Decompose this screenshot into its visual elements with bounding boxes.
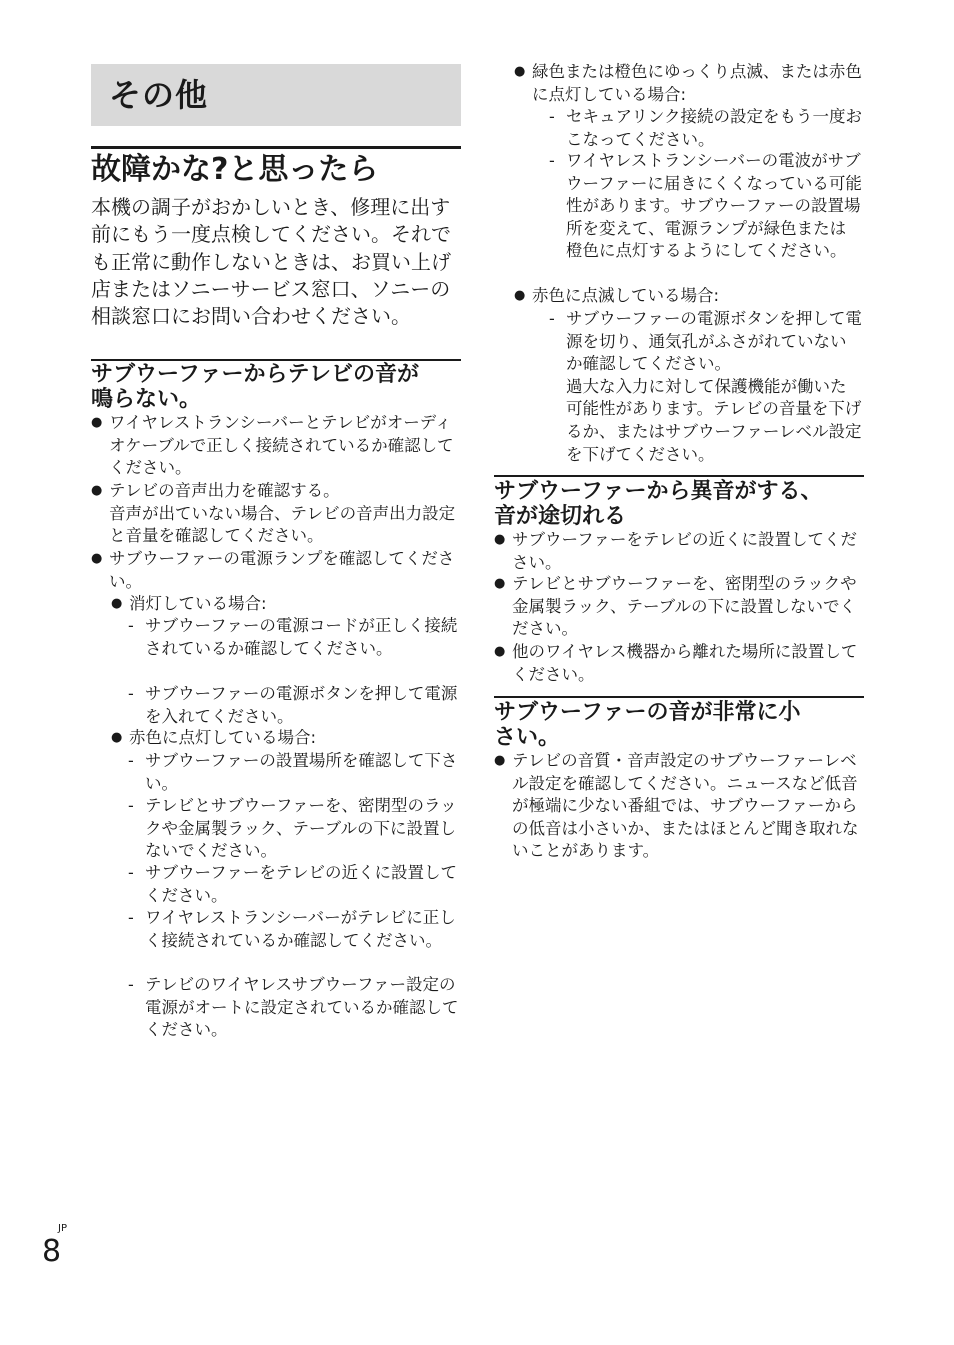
bullet-icon: ● <box>91 483 103 498</box>
dash-item: - サブウーファーをテレビの近くに設置してください。 <box>128 863 458 905</box>
dash-icon: - <box>128 751 134 770</box>
sub-list-item: ● 消灯している場合: <box>129 593 459 616</box>
bullet-icon: ● <box>91 551 103 566</box>
bullet-icon: ● <box>111 596 123 611</box>
heading-no-sound: サブウーファーからテレビの音が 鳴らない。 <box>91 362 420 412</box>
list-item: ● テレビとサブウーファーを、密閉型のラックや金属製ラック、テーブルの下に設置しないでください。 <box>494 574 857 639</box>
list-item: ● ワイヤレストランシーバーとテレビがオーディオケーブルで正しく接続されているか確認してください。 <box>91 413 454 478</box>
bullet-icon: ● <box>494 532 506 547</box>
list-item: ● テレビの音質・音声設定のサブウーファーレベル設定を確認してください。ニュースなど低音が極端に少ない番組では、サブウーファーからの低音は小さいか、またはほとんど聞き取れないことがあります。 <box>494 751 859 861</box>
dash-icon: - <box>549 107 555 126</box>
dash-icon: - <box>128 863 134 882</box>
dash-item: - サブウーファーの電源コードが正しく接続されているか確認してください。 <box>128 616 458 658</box>
list-item: ● 他のワイヤレス機器から離れた場所に設置してください。 <box>494 642 858 684</box>
intro-text: 本機の調子がおかしいとき、修理に出す前にもう一度点検してください。それでも正常に動作しないときは、お買い上げ店またはソニーサービス窓口、ソニーの相談窓口にお問い合わせください。 <box>91 195 451 329</box>
chapter-rule <box>91 146 461 149</box>
dash-item: - セキュアリンク接続の設定をもう一度おこなってください。 <box>549 107 863 149</box>
bullet-icon: ● <box>91 415 103 430</box>
heading-rule <box>91 359 461 361</box>
list-item: ● サブウーファーの電源ランプを確認してください。 <box>91 549 455 591</box>
dash-item: - サブウーファーの電源ボタンを押して電源を切り、通気孔がふさがれていないか確認してください。 過大な入力に対して保護機能が働いた可能性があります。テレビの音量を下げるか、またはサブウーファーレベル設定を下げてください。 <box>549 309 862 464</box>
section-banner <box>91 64 461 126</box>
list-item: ● テレビの音声出力を確認する。 音声が出ていない場合、テレビの音声出力設定と音量を確認してください。 <box>91 481 456 546</box>
dash-icon: - <box>549 309 555 328</box>
dash-icon: - <box>549 151 555 170</box>
page-language: JP <box>58 1223 67 1234</box>
dash-item: - サブウーファーの電源ボタンを押して電源を入れてください。 <box>128 684 458 726</box>
chapter-title: 故障かな?と思ったら <box>91 152 379 187</box>
sub-list-item: ● 緑色または橙色にゆっくり点滅、または赤色に点灯している場合: <box>514 62 862 104</box>
dash-item: - テレビのワイヤレスサブウーファー設定の電源がオートに設定されているか確認してください。 <box>128 975 459 1040</box>
bullet-icon: ● <box>111 730 123 745</box>
bullet-icon: ● <box>494 576 506 591</box>
dash-item: - ワイヤレストランシーバーがテレビに正しく接続されているか確認してください。 <box>128 908 456 950</box>
dash-item: - テレビとサブウーファーを、密閉型のラックや金属製ラック、テーブルの下に設置しないでください。 <box>128 796 457 861</box>
dash-item: - ワイヤレストランシーバーの電波がサブウーファーに届きにくくなっている可能性があります。サブウーファーの設置場所を変えて、電源ランプが緑色または橙色に点灯するようにしてください。 <box>549 151 862 261</box>
dash-icon: - <box>128 908 134 927</box>
page-number: 8 <box>42 1234 62 1269</box>
bullet-icon: ● <box>494 644 506 659</box>
sub-list-item: ● 赤色に点灯している場合: <box>129 727 459 750</box>
sub-list-item: ● 赤色に点滅している場合: <box>532 285 862 308</box>
list-item: ● サブウーファーをテレビの近くに設置してください。 <box>494 530 858 572</box>
bullet-icon: ● <box>514 288 526 303</box>
heading-low-volume: サブウーファーの音が非常に小 さい。 <box>494 700 801 750</box>
heading-rule <box>494 696 864 698</box>
bullet-icon: ● <box>494 753 506 768</box>
dash-icon: - <box>128 975 134 994</box>
dash-item: - サブウーファーの設置場所を確認して下さい。 <box>128 751 458 793</box>
dash-icon: - <box>128 616 134 635</box>
section-title: その他 <box>109 76 209 114</box>
heading-noise: サブウーファーから異音がする、 音が途切れる <box>494 479 823 529</box>
bullet-icon: ● <box>514 64 526 79</box>
dash-icon: - <box>128 796 134 815</box>
heading-rule <box>494 475 864 477</box>
dash-icon: - <box>128 684 134 703</box>
